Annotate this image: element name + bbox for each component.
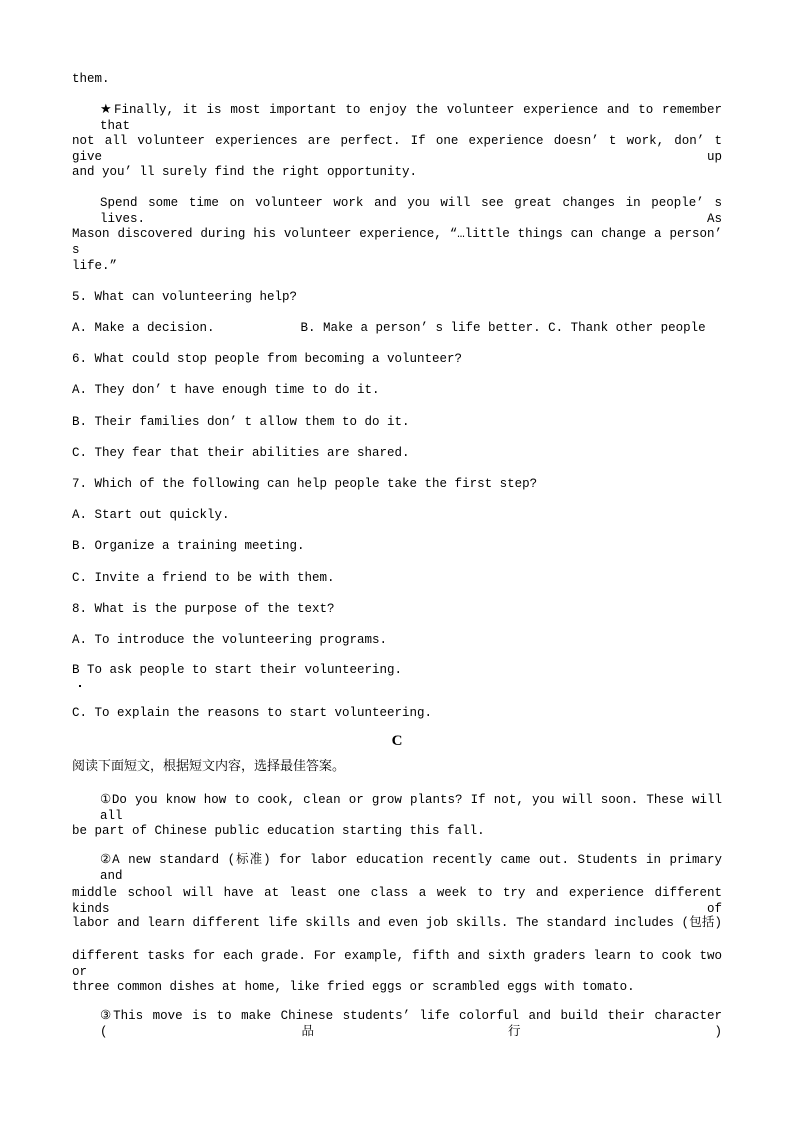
paragraph-1-line-2: be part of Chinese public education starting this fall. [72,824,485,838]
question-7-stem: 7. Which of the following can help people take the first step? [72,477,538,491]
question-8-option-c: C. To explain the reasons to start volunteering. [72,706,433,720]
question-5-option-a: A. Make a decision. [72,321,215,335]
star-icon: ★ [100,102,113,117]
question-8-option-a: A. To introduce the volunteering programs. [72,633,388,647]
section-instruction: 阅读下面短文，根据短文内容，选择最佳答案。 [72,759,346,774]
question-7-option-b: B. Organize a training meeting. [72,539,305,553]
passage-text-line: them. [72,72,110,86]
paragraph-finally-line-2: not all volunteer experiences are perfect. If one experience doesn’ t work, don’ t give up [72,134,722,164]
question-7-option-c: C. Invite a friend to be with them. [72,571,335,585]
paragraph-2-line-2: middle school will have at least one class a week to try and experience different kinds of [72,886,722,916]
paragraph-finally-line-3: and you’ ll surely find the right opportunity. [72,165,418,179]
paragraph-2-line-1: ②A new standard (标准) for labor education recently came out. Students in primary and [100,853,722,883]
question-7-option-a: A. Start out quickly. [72,508,230,522]
question-6-option-a: A. They don’ t have enough time to do it. [72,383,380,397]
question-8-option-b: B To ask people to start their volunteering. [72,663,403,677]
section-heading: C [391,733,403,749]
paragraph-1-line-1: ①Do you know how to cook, clean or grow plants? If not, you will soon. These will all [100,793,722,823]
paragraph-spend-line-2: Mason discovered during his volunteer experience, “…little things can change a person’ s [72,227,722,257]
paragraph-2-line-4: different tasks for each grade. For example, fifth and sixth graders learn to cook two or [72,949,722,979]
question-5-option-b: B. Make a person’ s life better. [300,321,541,335]
paragraph-text: Finally, it is most important to enjoy the volunteer experience and to remember that [100,103,722,133]
question-6-option-b: B. Their families don’ t allow them to do it. [72,415,410,429]
paragraph-finally-line-1 [100,102,722,134]
stray-dot-mark [79,685,81,687]
paragraph-2-line-5: three common dishes at home, like fried eggs or scrambled eggs with tomato. [72,980,635,994]
question-5-stem: 5. What can volunteering help? [72,290,298,304]
paragraph-3-line-1: ③This move is to make Chinese students’ life colorful and build their character (品行) [100,1009,722,1039]
question-8-stem: 8. What is the purpose of the text? [72,602,335,616]
question-5-option-c: C. Thank other people [548,321,706,335]
paragraph-spend-line-3: life.” [72,259,118,273]
question-6-option-c: C. They fear that their abilities are shared. [72,446,410,460]
paragraph-spend-line-1: Spend some time on volunteer work and you will see great changes in people’ s lives. As [100,196,722,226]
question-5-options [72,320,722,336]
question-6-stem: 6. What could stop people from becoming a volunteer? [72,352,463,366]
paragraph-2-line-3: labor and learn different life skills and even job skills. The standard includes (包括) [72,916,722,930]
